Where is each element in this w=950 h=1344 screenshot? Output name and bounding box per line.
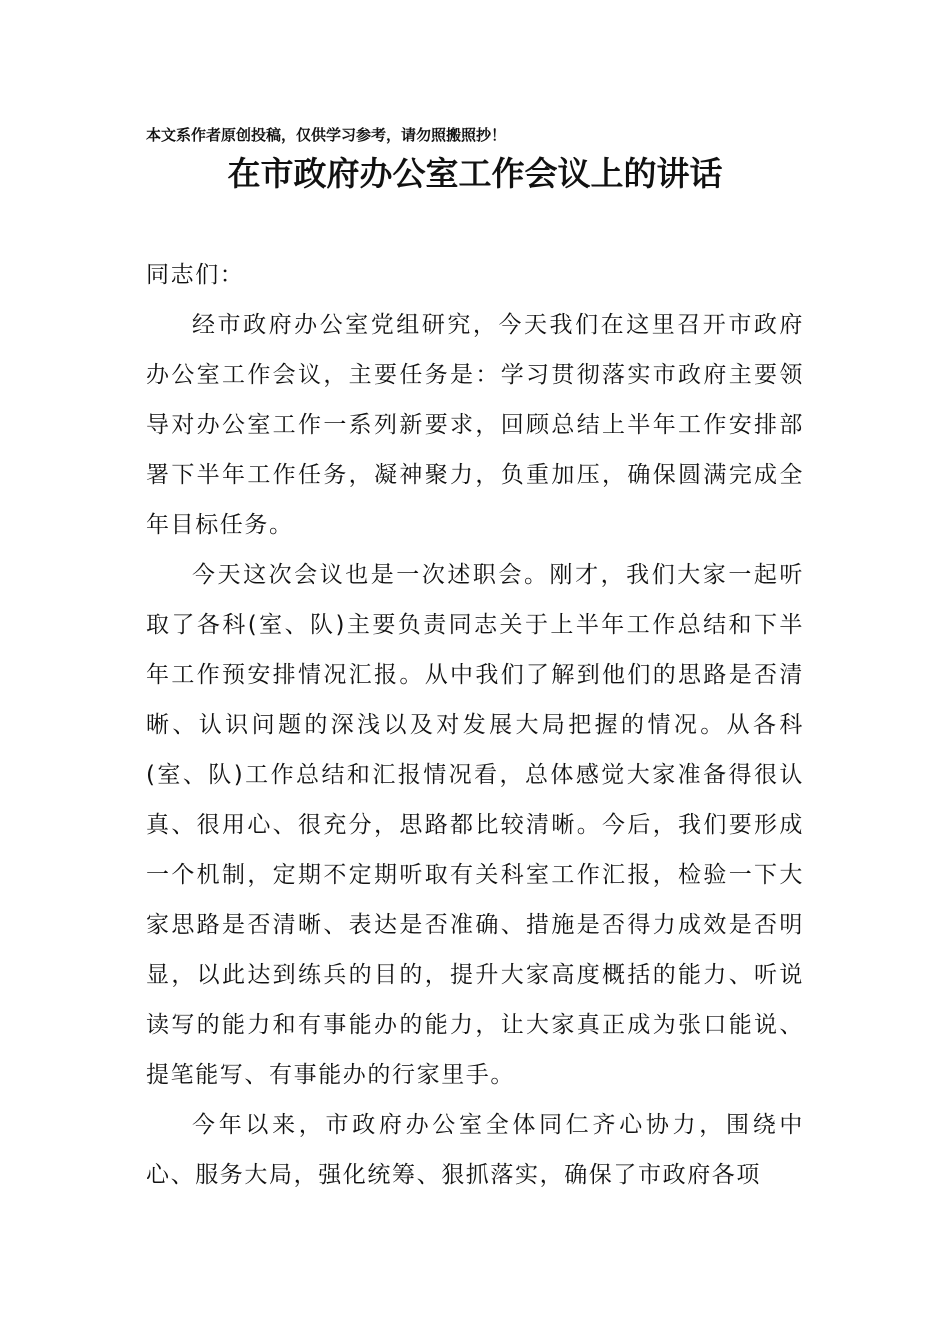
copyright-notice: 本文系作者原创投稿，仅供学习参考，请勿照搬照抄！ xyxy=(146,126,507,144)
salutation: 同志们： xyxy=(146,262,245,288)
paragraph-2: 今天这次会议也是一次述职会。刚才，我们大家一起听取了各科(室、队)主要负责同志关于上半年工作总结和下半年工作预安排情况汇报。从中我们了解到他们的思路是否清晰、认识问题的深浅以及对发展大局把握的情况。从各科(室、队)工作总结和汇报情况看，总体感觉大家准备得很认真、很用心、很充分，思路都比较清晰。今后，我们要形成一个机制，定期不定期听取有关科室工作汇报，检验一下大家思路是否清晰、表达是否准确、措施是否得力成效是否明显，以此达到练兵的目的，提升大家高度概括的能力、听说读写的能力和有事能办的能力，让大家真正成为张口能说、提笔能写、有事能办的行家里手。 xyxy=(146,562,804,1088)
paragraph-3: 今年以来，市政府办公室全体同仁齐心协力，围绕中心、服务大局，强化统筹、狠抓落实，确保了市政府各项 xyxy=(146,1112,804,1188)
document-body xyxy=(146,250,804,1200)
document-title: 在市政府办公室工作会议上的讲话 xyxy=(227,154,723,193)
paragraph-1: 经市政府办公室党组研究，今天我们在这里召开市政府办公室工作会议，主要任务是：学习贯彻落实市政府主要领导对办公室工作一系列新要求，回顾总结上半年工作安排部署下半年工作任务，凝神聚力，负重加压，确保圆满完成全年目标任务。 xyxy=(146,312,804,538)
